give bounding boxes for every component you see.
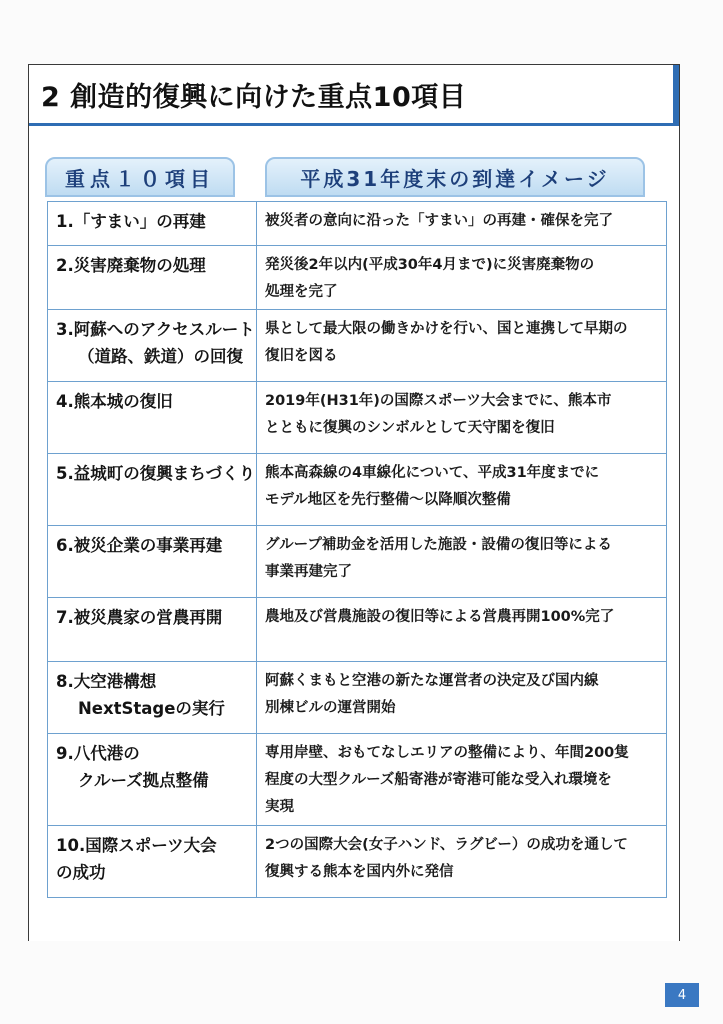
item-cell — [47, 246, 257, 309]
item-text: 5.益城町の復興まちづくり — [56, 464, 256, 483]
item-text: 3.阿蘇へのアクセスルート — [56, 320, 255, 339]
item-text: 6.被災企業の事業再建 — [56, 536, 223, 555]
target-cell — [257, 734, 667, 825]
target-text: 阿蘇くまもと空港の新たな運営者の決定及び国内線 — [265, 673, 599, 689]
item-text: 9.八代港の — [56, 744, 140, 763]
item-text: 7.被災農家の営農再開 — [56, 608, 223, 627]
item-cell — [47, 382, 257, 453]
target-text: モデル地区を先行整備～以降順次整備 — [265, 492, 511, 508]
target-cell — [257, 826, 667, 897]
target-text: 処理を完了 — [265, 284, 338, 300]
target-text: 被災者の意向に沿った「すまい」の再建・確保を完了 — [265, 213, 613, 229]
item-cell — [47, 202, 257, 245]
table-row — [47, 662, 667, 734]
table-row — [47, 382, 667, 454]
target-text: 2つの国際大会(女子ハンド、ラグビー）の成功を通して — [265, 837, 628, 853]
item-text: NextStageの実行 — [78, 699, 225, 718]
item-cell — [47, 310, 257, 381]
table-row — [47, 826, 667, 898]
item-cell — [47, 734, 257, 825]
target-text: 発災後2年以内(平成30年4月まで)に災害廃棄物の — [265, 257, 595, 273]
table-row — [47, 598, 667, 662]
table-row — [47, 202, 667, 246]
table-row — [47, 310, 667, 382]
table-row — [47, 734, 667, 826]
item-text: 8.大空港構想 — [56, 672, 157, 691]
title-accent-bar — [673, 65, 679, 123]
item-cell — [47, 662, 257, 733]
table-row — [47, 246, 667, 310]
item-text: 10.国際スポーツ大会 — [56, 836, 217, 855]
target-text: グループ補助金を活用した施設・設備の復旧等による — [265, 537, 612, 553]
header-target-image: 平成31年度末の到達イメージ — [265, 157, 645, 197]
page-title: 2 創造的復興に向けた重点10項目 — [41, 82, 467, 113]
target-text: 事業再建完了 — [265, 564, 352, 580]
target-cell — [257, 454, 667, 525]
table-row — [47, 454, 667, 526]
target-text: 程度の大型クルーズ船寄港が寄港可能な受入れ環境を — [265, 772, 612, 788]
target-text: 別棟ビルの運営開始 — [265, 700, 396, 716]
item-cell — [47, 826, 257, 897]
item-cell — [47, 454, 257, 525]
target-cell — [257, 526, 667, 597]
priority-table — [47, 201, 667, 898]
item-text: （道路、鉄道）の回復 — [78, 347, 243, 366]
item-cell — [47, 526, 257, 597]
target-cell — [257, 598, 667, 661]
target-cell — [257, 202, 667, 245]
target-text: とともに復興のシンボルとして天守閣を復旧 — [265, 420, 555, 436]
target-text: 熊本高森線の4車線化について、平成31年度までに — [265, 465, 600, 481]
target-text: 実現 — [265, 799, 294, 815]
target-cell — [257, 310, 667, 381]
item-text: 4.熊本城の復旧 — [56, 392, 173, 411]
page-number: 4 — [665, 983, 699, 1007]
target-cell — [257, 382, 667, 453]
table-row — [47, 526, 667, 598]
target-text: 専用岸壁、おもてなしエリアの整備により、年間200隻 — [265, 745, 629, 761]
title-bar — [29, 65, 679, 126]
item-text: 1.「すまい」の再建 — [56, 212, 206, 231]
target-cell — [257, 246, 667, 309]
item-text: の成功 — [56, 863, 106, 882]
header-key-items: 重点１０項目 — [45, 157, 235, 197]
page-frame — [28, 64, 687, 1003]
target-cell — [257, 662, 667, 733]
target-text: 2019年(H31年)の国際スポーツ大会までに、熊本市 — [265, 393, 612, 409]
target-text: 農地及び営農施設の復旧等による営農再開100%完了 — [265, 609, 615, 625]
target-text: 県として最大限の働きかけを行い、国と連携して早期の — [265, 321, 628, 337]
item-cell — [47, 598, 257, 661]
item-text: クルーズ拠点整備 — [78, 771, 209, 790]
item-text: 2.災害廃棄物の処理 — [56, 256, 206, 275]
target-text: 復旧を図る — [265, 348, 338, 364]
target-text: 復興する熊本を国内外に発信 — [265, 864, 454, 880]
